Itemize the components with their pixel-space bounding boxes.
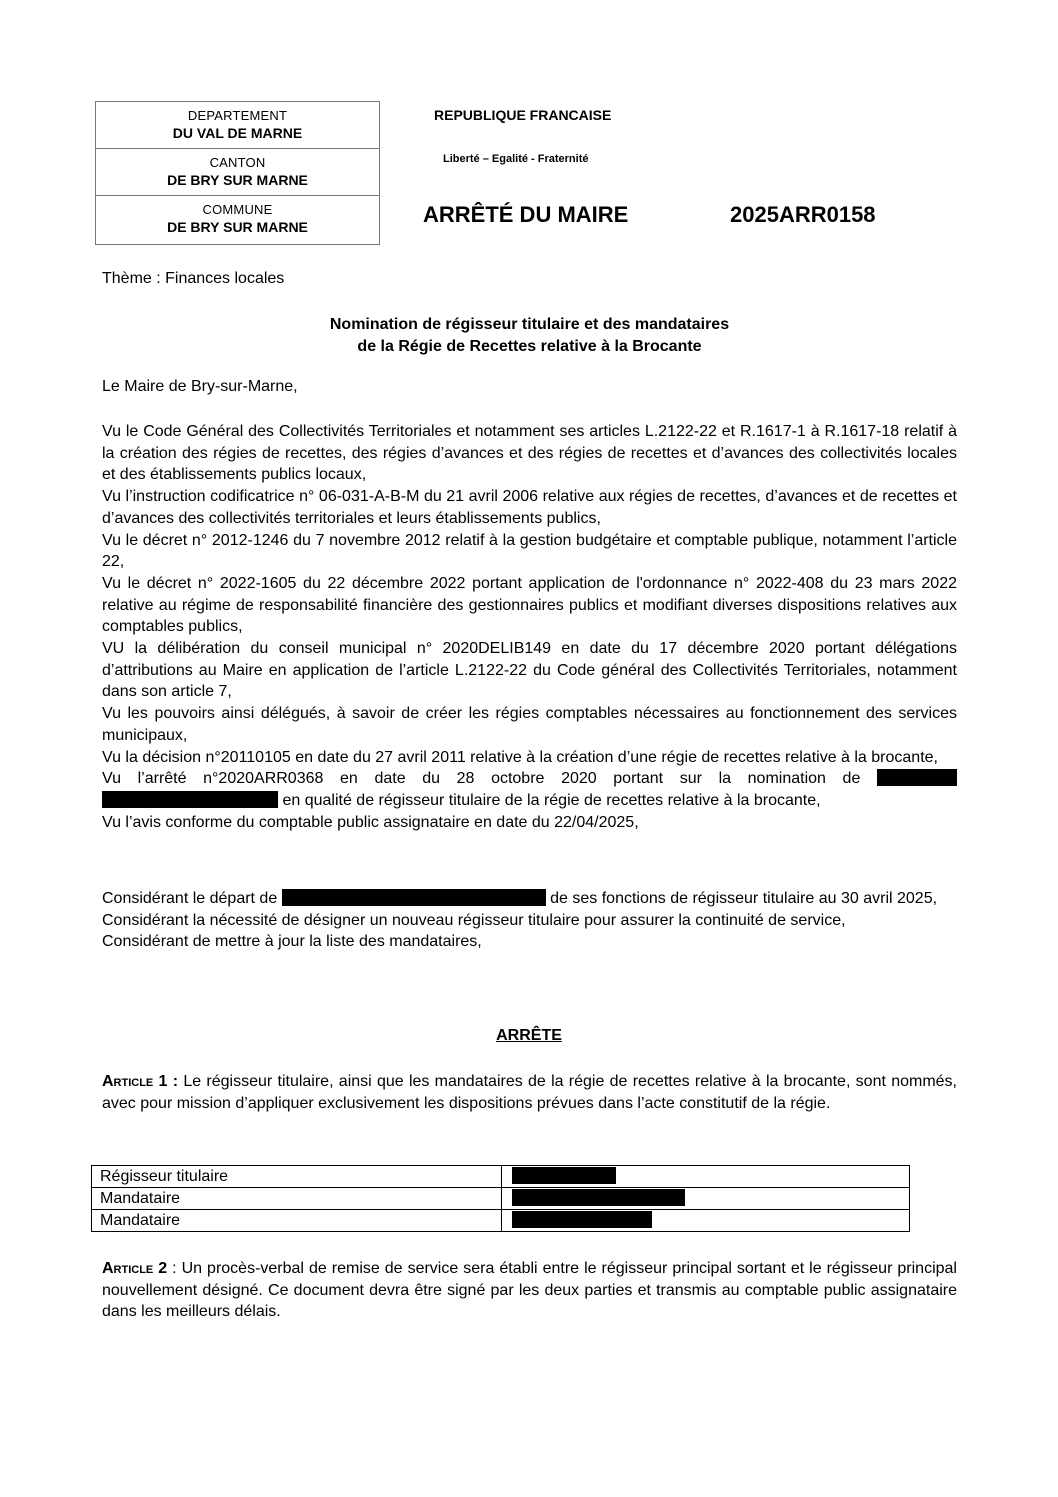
visa-paragraph: Vu l’instruction codificatrice n° 06-031-A-B-M du 21 avril 2006 relative aux régies de recettes, d’avances et de recettes et d’avances des collectivités territoriales et leurs établissements publics, — [102, 488, 957, 527]
departement-cell — [96, 102, 379, 149]
redacted-name — [512, 1211, 652, 1228]
departement-value: DU VAL DE MARNE — [172, 125, 303, 141]
redacted-name — [512, 1189, 685, 1206]
redacted-name — [282, 889, 546, 906]
considerant-depart-before: Considérant le départ de — [102, 890, 278, 907]
commune-label: COMMUNE — [202, 202, 273, 217]
administrative-header-box — [95, 101, 380, 245]
role-cell: Mandataire — [92, 1188, 502, 1210]
visa-arrete-paragraph — [102, 768, 957, 811]
commune-cell — [96, 196, 379, 243]
visa-paragraph: Vu la décision n°20110105 en date du 27 avril 2011 relative à la création d’une régie de recettes relative à la brocante, — [102, 748, 938, 766]
considerants-block — [102, 888, 957, 953]
name-cell — [502, 1188, 910, 1210]
arrete-heading: ARRÊTE — [496, 1027, 562, 1044]
visa-arrete-after: en qualité de régisseur titulaire de la régie de recettes relative à la brocante, — [282, 791, 821, 809]
visa-paragraph: Vu le décret n° 2022-1605 du 22 décembre 2022 portant application de l'ordonnance n° 2022-408 du 23 mars 2022 relative au régime de responsabilité financière des gestionnaires publics et modifiant diverses dispositions relatives aux comptables publics, — [102, 574, 957, 636]
table-row — [92, 1166, 910, 1188]
role-cell: Régisseur titulaire — [92, 1166, 502, 1188]
article-1-label: Article 1 : — [102, 1073, 179, 1090]
devise: Liberté – Egalité - Fraternité — [443, 153, 589, 165]
name-cell — [502, 1166, 910, 1188]
visa-paragraph: Vu les pouvoirs ainsi délégués, à savoir de créer les régies comptables nécessaires au fonctionnement des services municipaux, — [102, 705, 957, 744]
article-2-label: Article 2 — [102, 1260, 168, 1277]
visa-paragraph: Vu l’avis conforme du comptable public assignataire en date du 22/04/2025, — [102, 813, 639, 831]
visa-paragraph: VU la délibération du conseil municipal n° 2020DELIB149 en date du 17 décembre 2020 portant délégations d’attributions au Maire en application de l’article L.2122-22 du Code général des Collectivités Territoriales, notamment dans son article 7, — [102, 640, 957, 701]
canton-value: DE BRY SUR MARNE — [167, 172, 308, 188]
canton-cell — [96, 149, 379, 196]
redacted-name — [512, 1167, 616, 1184]
visa-arrete-before: Vu l’arrêté n°2020ARR0368 en date du 28 octobre 2020 portant sur la nomination de — [102, 770, 861, 788]
considerant-depart-paragraph — [102, 888, 957, 910]
article-2-text: : Un procès-verbal de remise de service sera établi entre le régisseur principal sortant et le régisseur principal nouvellement désigné. Ce document devra être signé par les deux parties et transmis au comptable public assignataire dans les meilleurs délais. — [102, 1260, 957, 1321]
article-1-text: Le régisseur titulaire, ainsi que les mandataires de la régie de recettes relative à la brocante, sont nommés, avec pour mission d’appliquer exclusivement les dispositions prévues dans l’acte constitutif de la régie. — [102, 1073, 957, 1112]
redacted-name — [102, 791, 278, 808]
theme-line: Thème : Finances locales — [102, 270, 285, 287]
subject-line-2: de la Régie de Recettes relative à la Brocante — [357, 338, 702, 355]
article-1-paragraph — [102, 1071, 957, 1114]
considerant-paragraph: Considérant la nécessité de désigner un nouveau régisseur titulaire pour assurer la continuité de service, — [102, 911, 846, 929]
article-2 — [102, 1258, 957, 1323]
subject-title — [102, 314, 957, 358]
departement-label: DEPARTEMENT — [187, 108, 288, 123]
arrete-title: ARRÊTÉ DU MAIRE — [423, 202, 629, 227]
considerant-paragraph: Considérant de mettre à jour la liste des mandataires, — [102, 933, 482, 951]
republique-heading: REPUBLIQUE FRANCAISE — [434, 107, 612, 123]
considerant-depart-after: de ses fonctions de régisseur titulaire au 30 avril 2025, — [550, 890, 938, 907]
table-row — [92, 1210, 910, 1232]
mandataires-table — [91, 1165, 910, 1232]
table-row — [92, 1188, 910, 1210]
visas-block — [102, 421, 957, 833]
canton-label: CANTON — [209, 155, 266, 170]
commune-value: DE BRY SUR MARNE — [167, 219, 308, 235]
article-1 — [102, 1071, 957, 1114]
visa-paragraph: Vu le décret n° 2012-1246 du 7 novembre 2012 relatif à la gestion budgétaire et comptable publique, notamment l’article 22, — [102, 531, 957, 571]
arrete-number: 2025ARR0158 — [730, 202, 876, 227]
visa-paragraph: Vu le Code Général des Collectivités Territoriales et notamment ses articles L.2122-22 et R.1617-1 à R.1617-18 relatif à la création des régies de recettes, des régies d’avances et des régies de recettes et d’avances des collectivités locales et des établissements publics locaux, — [102, 423, 957, 484]
article-2-paragraph — [102, 1258, 957, 1323]
intro-line: Le Maire de Bry-sur-Marne, — [102, 378, 298, 395]
subject-line-1: Nomination de régisseur titulaire et des mandataires — [329, 316, 730, 333]
name-cell — [502, 1210, 910, 1232]
role-cell: Mandataire — [92, 1210, 502, 1232]
redacted-name — [877, 769, 957, 786]
